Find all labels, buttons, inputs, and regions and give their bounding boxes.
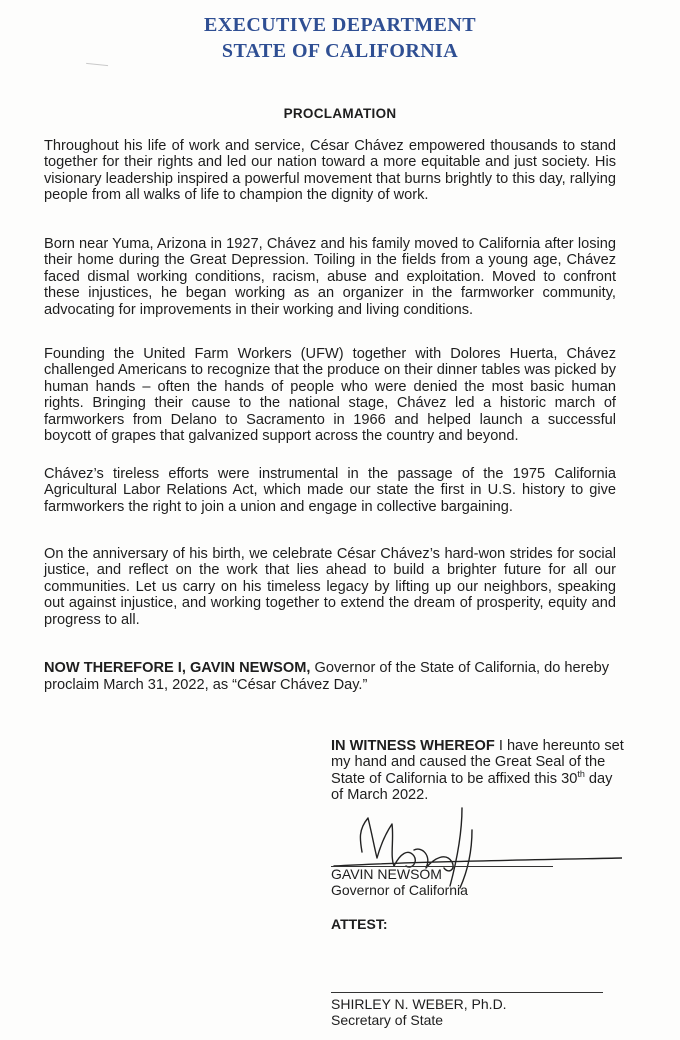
proclamation-lead: NOW THEREFORE I, GAVIN NEWSOM, bbox=[44, 660, 311, 676]
proclamation-statement bbox=[44, 660, 634, 694]
witness-superscript: th bbox=[577, 768, 585, 779]
secretary-signature-line bbox=[331, 992, 603, 993]
secretary-title: Secretary of State bbox=[331, 1012, 444, 1028]
witness-lead: IN WITNESS WHEREOF bbox=[331, 738, 495, 754]
paragraph-1: Throughout his life of work and service, César Chávez empowered thousands to stand together for their rights and led our nation toward a more equitable and just society. His visionary leadership inspired a powerful movement that burns brightly to this day, rallying people from all walks of life to champion the dignity of work. bbox=[44, 138, 616, 204]
paragraph-4: Chávez’s tireless efforts were instrumental in the passage of the 1975 California Agricultural Labor Relations Act, which made our state the first in U.S. history to give farmworkers the right to join a union and engage in collective bargaining. bbox=[44, 466, 616, 515]
attest-label: ATTEST: bbox=[331, 916, 388, 932]
witness-date-text: day of March 2022. bbox=[331, 770, 613, 804]
proclamation-title: PROCLAMATION bbox=[283, 106, 397, 121]
department-heading: EXECUTIVE DEPARTMENT bbox=[204, 14, 476, 36]
paragraph-5: On the anniversary of his birth, we celebrate César Chávez’s hard-won strides for social justice, and reflect on the work that lies ahead to build a brighter future for all our communities. Let us carry on his timeless legacy by lifting up our neighbors, speaking out against injustice, and working together to extend the dream of prosperity, equity and progress to all. bbox=[44, 546, 616, 628]
governor-title: Governor of California bbox=[331, 882, 468, 898]
proclamation-text: Governor of the State of California, do hereby proclaim March 31, 2022, as “César Chávez Day.” bbox=[44, 660, 610, 693]
governor-name: GAVIN NEWSOM bbox=[331, 866, 442, 882]
witness-block bbox=[331, 738, 627, 804]
paragraph-3: Founding the United Farm Workers (UFW) together with Dolores Huerta, Chávez challenged Americans to recognize that the produce on their dinner tables was picked by human hands – often the hands of people who were denied the most basic human rights. Bringing their cause to the national stage, Chávez led a historic march of farmworkers from Delano to Sacramento in 1966 and helped launch a successful boycott of grapes that galvanized support across the country and beyond. bbox=[44, 346, 616, 445]
stray-mark bbox=[86, 63, 108, 68]
witness-text: I have hereunto set my hand and caused the Great Seal of the State of California to be affixed this 30 bbox=[331, 738, 624, 787]
secretary-name: SHIRLEY N. WEBER, Ph.D. bbox=[331, 996, 507, 1012]
paragraph-2: Born near Yuma, Arizona in 1927, Chávez and his family moved to California after losing their home during the Great Depression. Toiling in the fields from a young age, Chávez faced dismal working conditions, racism, abuse and exploitation. Moved to confront these injustices, he began working as an organizer in the farmworker community, advocating for improvements in their working and living conditions. bbox=[44, 236, 616, 318]
state-heading: STATE OF CALIFORNIA bbox=[221, 40, 459, 62]
